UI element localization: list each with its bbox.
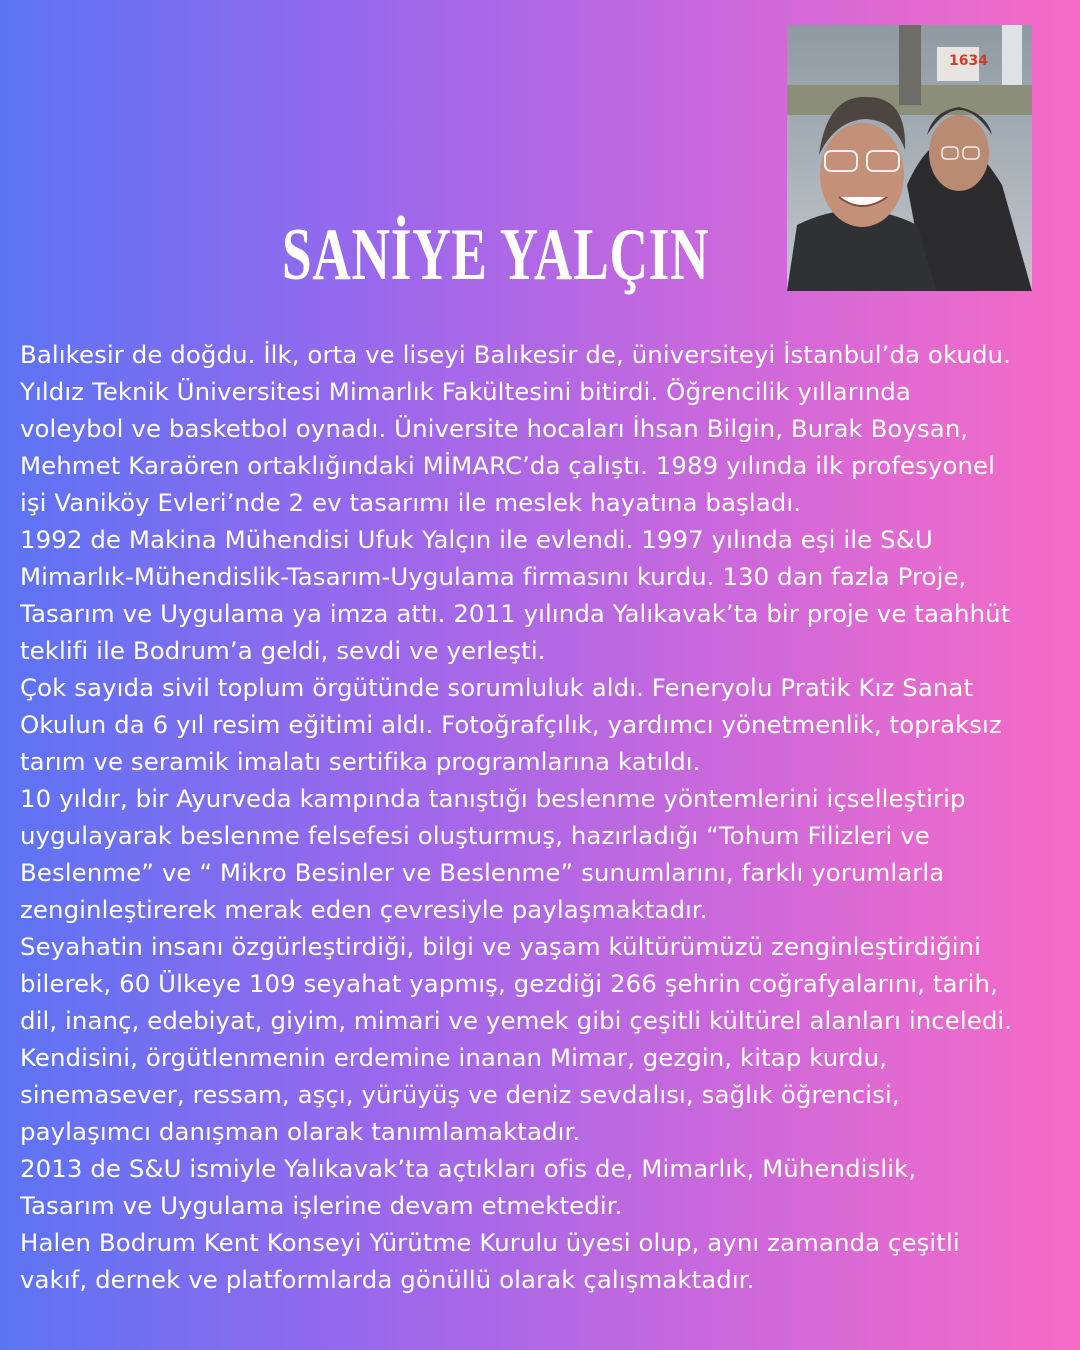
bio-line: Tasarım ve Uygulama ya imza attı. 2011 yılında Yalıkavak’ta bir proje ve taahhüt bbox=[20, 599, 1011, 628]
bio-line: bilerek, 60 Ülkeye 109 seyahat yapmış, gezdiği 266 şehrin coğrafyalarını, tarih, bbox=[20, 969, 998, 998]
bio-line: 2013 de S&U ismiyle Yalıkavak’ta açtıkları ofis de, Mimarlık, Mühendislik, bbox=[20, 1154, 917, 1183]
bio-line: dil, inanç, edebiyat, giyim, mimari ve yemek gibi çeşitli kültürel alanları inceledi. bbox=[20, 1006, 1013, 1035]
bio-line: vakıf, dernek ve platformlarda gönüllü olarak çalışmaktadır. bbox=[20, 1265, 755, 1294]
bio-line: sinemasever, ressam, aşçı, yürüyüş ve deniz sevdalısı, sağlık öğrencisi, bbox=[20, 1080, 900, 1109]
bio-line: Balıkesir de doğdu. İlk, orta ve liseyi Balıkesir de, üniversiteyi İstanbul’da okudu. bbox=[20, 340, 1011, 369]
couple-photo bbox=[787, 25, 1032, 291]
bio-line: zenginleştirerek merak eden çevresiyle paylaşmaktadır. bbox=[20, 895, 708, 924]
bio-line: 1992 de Makina Mühendisi Ufuk Yalçın ile evlendi. 1997 yılında eşi ile S&U bbox=[20, 525, 933, 554]
bio-line: voleybol ve basketbol oynadı. Üniversite hocaları İhsan Bilgin, Burak Boysan, bbox=[20, 414, 969, 443]
bio-line: işi Vaniköy Evleri’nde 2 ev tasarımı ile meslek hayatına başladı. bbox=[20, 488, 802, 517]
bio-line: Halen Bodrum Kent Konseyi Yürütme Kurulu üyesi olup, aynı zamanda çeşitli bbox=[20, 1228, 960, 1257]
biography-text bbox=[20, 336, 1065, 1298]
bio-line: 10 yıldır, bir Ayurveda kampında tanıştığı beslenme yöntemlerini içselleştirip bbox=[20, 784, 966, 813]
bio-line: Yıldız Teknik Üniversitesi Mimarlık Fakültesini bitirdi. Öğrencilik yıllarında bbox=[20, 377, 911, 406]
bio-line: Mimarlık-Mühendislik-Tasarım-Uygulama firmasını kurdu. 130 dan fazla Proje, bbox=[20, 562, 967, 591]
bio-line: Çok sayıda sivil toplum örgütünde sorumluluk aldı. Feneryolu Pratik Kız Sanat bbox=[20, 673, 974, 702]
couple-photo-illustration bbox=[787, 25, 1032, 291]
bio-line: teklifi ile Bodrum’a geldi, sevdi ve yerleşti. bbox=[20, 636, 546, 665]
bio-line: uygulayarak beslenme felsefesi oluşturmuş, hazırladığı “Tohum Filizleri ve bbox=[20, 821, 930, 850]
bio-line: Okulun da 6 yıl resim eğitimi aldı. Fotoğrafçılık, yardımcı yönetmenlik, topraksız bbox=[20, 710, 1002, 739]
bio-line: tarım ve seramik imalatı sertifika programlarına katıldı. bbox=[20, 747, 701, 776]
page-title: SANİYE YALÇIN bbox=[282, 214, 710, 296]
bio-line: Beslenme” ve “ Mikro Besinler ve Beslenme” sunumlarını, farklı yorumlarla bbox=[20, 858, 945, 887]
bio-line: Seyahatin insanı özgürleştirdiği, bilgi ve yaşam kültürümüzü zenginleştirdiğini bbox=[20, 932, 982, 961]
sign-number: 1634 bbox=[949, 53, 988, 69]
bio-line: paylaşımcı danışman olarak tanımlamaktadır. bbox=[20, 1117, 581, 1146]
bio-line: Tasarım ve Uygulama işlerine devam etmektedir. bbox=[20, 1191, 623, 1220]
bio-line: Kendisini, örgütlenmenin erdemine inanan Mimar, gezgin, kitap kurdu, bbox=[20, 1043, 887, 1072]
bio-line: Mehmet Karaören ortaklığındaki MİMARC’da çalıştı. 1989 yılında ilk profesyonel bbox=[20, 451, 996, 480]
